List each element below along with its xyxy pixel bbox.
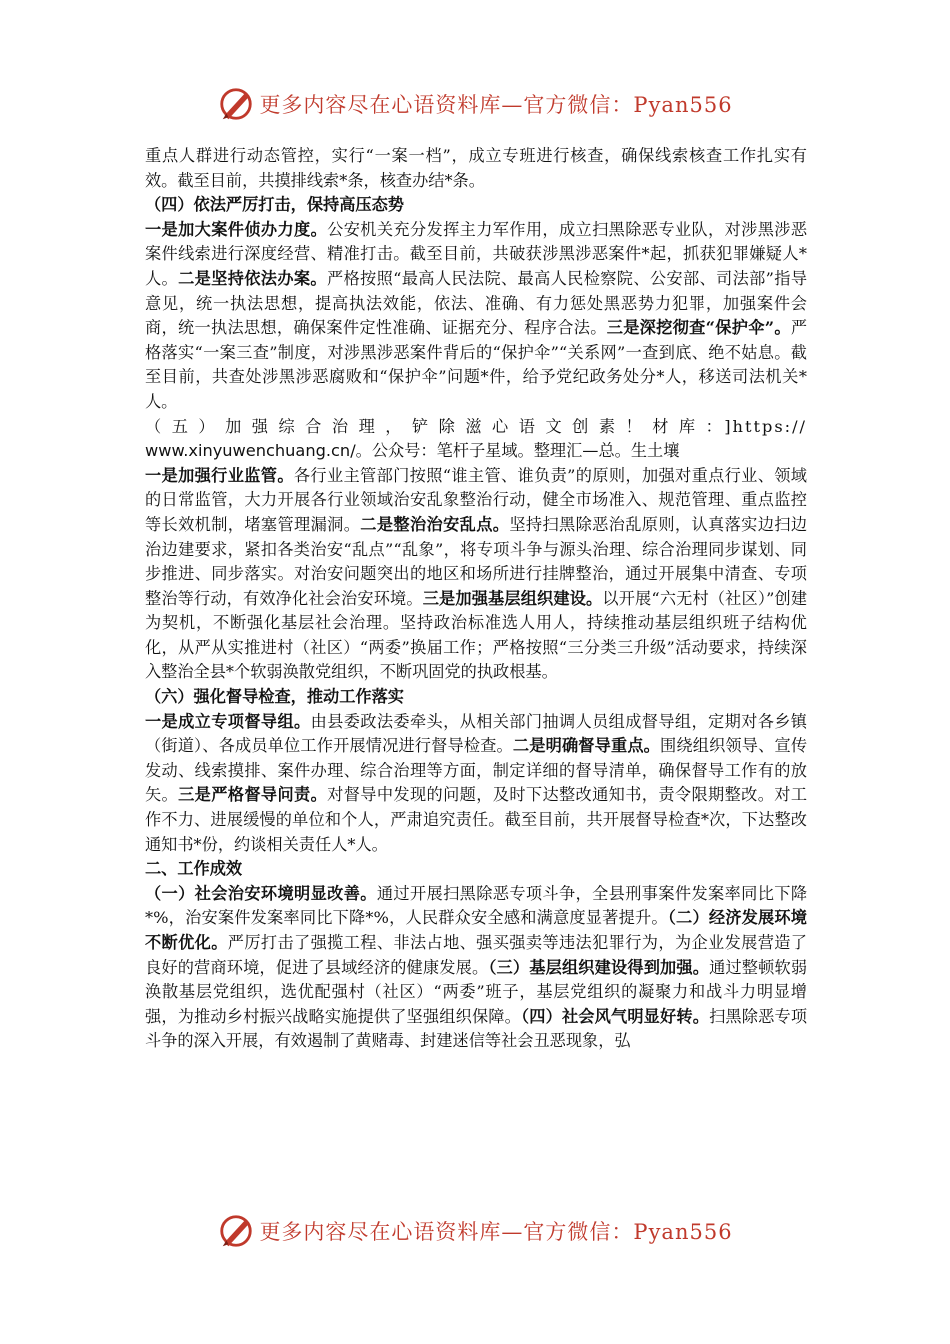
text-run: 通过整顿软弱涣散基层党组织，选优配强村（社区）“两委”班子，基层党组织的凝聚力和战斗力明显增强，为推动乡村振兴战略实施提供了坚强组织保障。 (145, 957, 808, 1026)
bold-run: （六）强化督导检查，推动工作落实 (145, 687, 404, 707)
text-run: 严厉打击了强揽工程、非法占地、强买强卖等违法犯罪行为，为企业发展营造了良好的营商环境，促进了县域经济的健康发展。 (145, 933, 807, 977)
bold-run: 二是坚持依法办案。 (178, 268, 327, 288)
text-run: 各行业主管部门按照“谁主管、谁负责”的原则，加强对重点行业、领域的日常监管，大力开展各行业领域治安乱象整治行动，健全市场准入、规范管理、重点监控等长效机制，堵塞管理漏洞。 (145, 465, 807, 534)
bold-run: 三是深挖彻查“保护伞”。 (606, 318, 791, 338)
text-run: 通过开展扫黑除恶专项斗争，全县刑事案件发案率同比下降*%，治安案件发案率同比下降*%，人民群众安全感和满意度显著提升。 (145, 883, 808, 928)
bold-run: 二、工作成效 (145, 859, 243, 879)
bold-run: 二是整治治安乱点。 (360, 514, 510, 534)
text-run: www.xinyuwenchuang.cn/。公众号：笔杆子星域。整理汇—总。生土壤 (145, 441, 680, 461)
paragraph (145, 685, 807, 710)
text-run: 重点人群进行动态管控，实行“一案一档”，成立专班进行核查，确保线索核查工作扎实有效。截至目前，共摸排线索*条，核查办结*条。 (145, 146, 807, 190)
banner-text: 更多内容尽在心语资料库—官方微信：Pyan556 (259, 1220, 733, 1244)
bold-run: （四）社会风气明显好转。 (521, 1006, 710, 1026)
text-run: 严格落实“一案三查”制度，对涉黑涉恶案件背后的“保护伞”“关系网”一查到底、绝不姑息。截至目前，共查处涉黑涉恶腐败和“保护伞”问题*件，给予党纪政务处分*人，移送司法机关*人。 (145, 318, 808, 411)
bold-run: （一）社会治安环境明显改善。 (145, 883, 377, 903)
paragraph (145, 464, 807, 685)
banner-text: 更多内容尽在心语资料库—官方微信：Pyan556 (259, 93, 733, 117)
bold-run: 三是严格督导问责。 (178, 785, 328, 805)
text-run: 公安机关充分发挥主力军作用，成立扫黑除恶专业队，对涉黑涉恶案件线索进行深度经营、精准打击。截至目前，共破获涉黑涉恶案件*起，抓获犯罪嫌疑人*人。 (145, 219, 808, 288)
paragraph (145, 144, 807, 193)
bold-run: 三是加强基层组织建设。 (422, 588, 603, 608)
paragraph (145, 439, 807, 464)
text-run: 围绕组织领导、宣传发动、线索摸排、案件办理、综合治理等方面，制定详细的督导清单，确保督导工作有的放矢。 (145, 736, 808, 805)
text-run: （五）加强综合治理，铲除滋心语文创素！材库：]https:// (145, 416, 807, 436)
paragraph (145, 882, 807, 1054)
bold-run: （二）经济发展环境不断优化。 (145, 908, 807, 952)
text-run: 坚持扫黑除恶治乱原则，认真落实边扫边治边建要求，紧扣各类治安“乱点”“乱象”，将专项斗争与源头治理、综合治理同步谋划、同步推进、同步落实。对治安问题突出的地区和场所进行挂牌整治，通过开展集中清查、专项整治等行动，有效净化社会治安环境。 (145, 514, 808, 608)
paragraph (145, 218, 807, 415)
pen-logo-icon (217, 1212, 255, 1250)
pen-logo-icon (217, 85, 255, 123)
text-run: 严格按照“最高人民法院、最高人民检察院、公安部、司法部”指导意见，统一执法思想，提高执法效能，依法、准确、有力惩处黑恶势力犯罪，加强案件会商，统一执法思想，确保案件定性准确、证据充分、程序合法。 (145, 268, 808, 338)
text-run: 以开展“六无村（社区）”创建为契机，不断强化基层社会治理。坚持政治标准选人用人，持续推动基层组织班子结构优化，从严从实推进村（社区）“两委”换届工作；严格按照“三分类三升级”活动要求，持续深入整治全县*个软弱涣散党组织，不断巩固党的执政根基。 (145, 588, 808, 682)
bold-run: 一是加大案件侦办力度。 (145, 219, 328, 239)
text-run: 由县委政法委牵头，从相关部门抽调人员组成督导组，定期对各乡镇（街道）、各成员单位工作开展情况进行督导检查。 (145, 711, 807, 756)
header-banner (0, 84, 950, 124)
bold-run: （三）基层组织建设得到加强。 (488, 957, 710, 977)
bold-run: 一是成立专项督导组。 (145, 711, 311, 731)
bold-run: （四）依法严厉打击，保持高压态势 (145, 195, 404, 215)
bold-run: 二是明确督导重点。 (512, 736, 661, 756)
footer-banner (0, 1211, 950, 1251)
paragraph (145, 710, 807, 858)
paragraph (145, 415, 807, 440)
paragraph (145, 193, 807, 218)
paragraph (145, 857, 807, 882)
bold-run: 一是加强行业监管。 (145, 465, 294, 485)
text-run: 对督导中发现的问题，及时下达整改通知书，责令限期整改。对工作不力、进展缓慢的单位和个人，严肃追究责任。截至目前，共开展督导检查*次，下达整改通知书*份，约谈相关责任人*人。 (145, 785, 808, 854)
text-run: 扫黑除恶专项斗争的深入开展，有效遏制了黄赌毒、封建迷信等社会丑恶现象，弘 (145, 1006, 808, 1051)
document-body (145, 144, 807, 1054)
